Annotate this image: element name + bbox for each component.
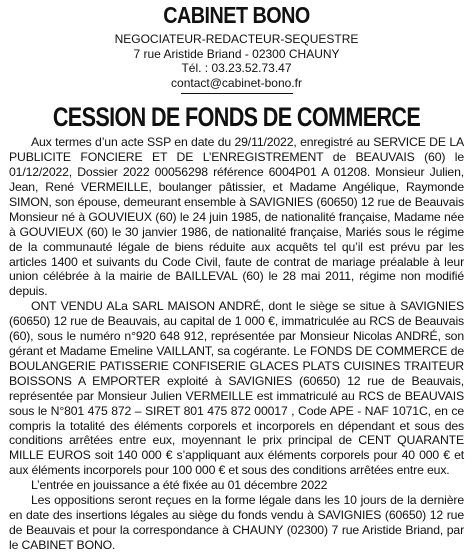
paragraph-oppositions: Les oppositions seront reçues en la forme légale dans les 10 jours de la dernière en date des insertions légales au siège du fonds vendu à SAVIGNIES (60650) 12 rue de Beauvais et pour la correspondance à CHAUNY (02300) 7 rue Aristide Briand, par le CABINET BONO. xyxy=(9,493,464,552)
paragraph-entry-date: L’entrée en jouissance a été fixée au 01 décembre 2022 xyxy=(31,478,328,493)
company-phone: Tél. : 03.23.52.73.47 xyxy=(181,61,292,75)
notice-body xyxy=(9,135,464,552)
header-divider xyxy=(181,93,293,94)
paragraph-deed: Aux termes d’un acte SSP en date du 29/11/2022, enregistré au SERVICE DE LA PUBLICITE FONCIERE ET DE L’ENREGISTREMENT de BEAUVAIS (60) le 01/12/2022, Dossier 2022 00056298 référence 6004P01 A 01208. Monsieur Julien, Jean, René VERMEILLE, boulanger pâtissier, et Madame Angélique, Raymonde SIMON, son épouse, demeurant ensemble à SAVIGNIES (60650) 12 rue de Beauvais Monsieur né à GOUVIEUX (60) le 24 juin 1985, de nationalité française, Madame née à GOUVIEUX (60) le 30 janvier 1986, de nationalité française, Mariés sous le régime de la communauté légale de biens réduite aux acquêts tel qu’il est prévu par les articles 1400 et suivants du Code Civil, faute de contrat de mariage préalable à leur union célébrée à la mairie de BAILLEVAL (60) le 28 mai 2011, régime non modifié depuis. xyxy=(9,135,464,299)
company-name: CABINET BONO xyxy=(163,2,310,28)
company-profession: NEGOCIATEUR-REDACTEUR-SEQUESTRE xyxy=(114,32,359,46)
company-email: contact@cabinet-bono.fr xyxy=(171,75,302,90)
company-address: 7 rue Aristide Briand - 02300 CHAUNY xyxy=(133,46,340,61)
notice-title: CESSION DE FONDS DE COMMERCE xyxy=(52,102,421,133)
company-details xyxy=(9,32,464,90)
paragraph-sale: ONT VENDU ALa SARL MAISON ANDRÉ, dont le siège se situe à SAVIGNIES (60650) 12 rue de Beauvais, au capital de 1 000 €, immatriculée au RCS de Beauvais (60), sous le numéro n°920 648 912, représentée par Monsieur Nicolas ANDRÉ, son gérant et Madame Emeline VAILLANT, sa cogérante. Le FONDS DE COMMERCE de BOULANGERIE PATISSERIE CONFISERIE GLACES PLATS CUISINES TRAITEUR BOISSONS A EMPORTER exploité à SAVIGNIES (60650) 12 rue de Beauvais, représentée par Monsieur Julien VERMEILLE est immatriculé au RCS de BEAUVAIS sous le N°801 475 872 – SIRET 801 475 872 00017 , Code APE - NAF 1071C, en ce compris la totalité des éléments corporels et incorporels en dépendant et sous des conditions arrêtées entre eux, moyennant le prix principal de CENT QUARANTE MILLE EUROS soit 140 000 € s’appliquant aux éléments corporels pour 40 000 € et aux éléments incorporels pour 100 000 € et sous des conditions arrêtées entre eux. xyxy=(9,299,464,478)
